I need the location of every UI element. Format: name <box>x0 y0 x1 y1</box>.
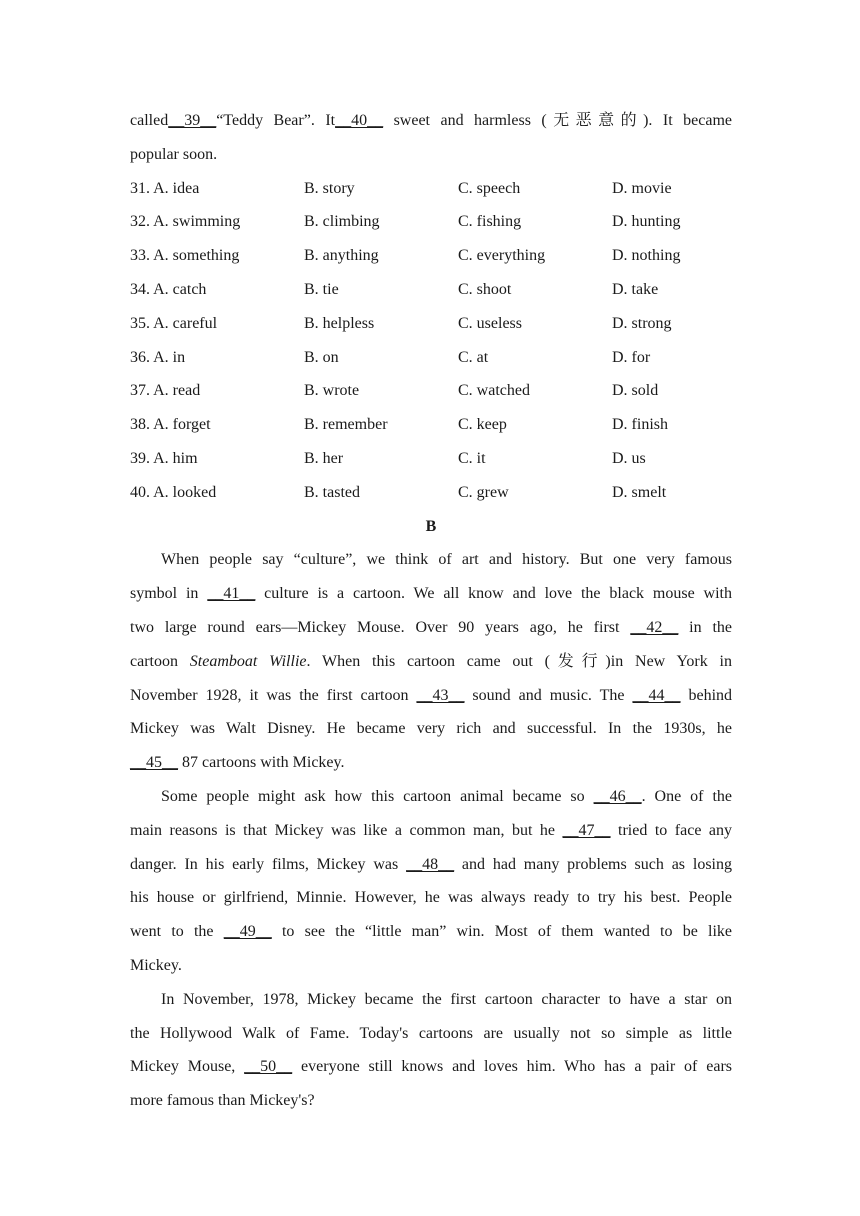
blank-47: __47__ <box>562 821 611 839</box>
option-c: C. useless <box>458 314 522 332</box>
blank-40: __40__ <box>335 112 384 129</box>
p1-line-7: __45__ 87 cartoons with Mickey. <box>130 754 345 772</box>
option-a: 39. A. him <box>130 449 198 467</box>
option-b: B. story <box>304 179 355 197</box>
options-list <box>130 172 732 510</box>
option-d: D. strong <box>612 314 672 332</box>
blank-48: __48__ <box>406 855 455 873</box>
option-c: C. fishing <box>458 213 522 231</box>
option-row <box>130 374 732 408</box>
option-d: D. smelt <box>612 483 667 501</box>
option-a: 31. A. idea <box>130 179 200 197</box>
option-row <box>130 307 732 341</box>
option-d: D. finish <box>612 416 668 434</box>
option-row <box>130 172 732 206</box>
p1-line-6: Mickey was Walt Disney. He became very rich and successful. In the 1930s, he <box>130 720 732 738</box>
option-row <box>130 408 732 442</box>
option-d: D. nothing <box>612 247 681 265</box>
blank-49: __49__ <box>223 923 272 941</box>
option-c: C. it <box>458 449 486 467</box>
option-d: D. hunting <box>612 213 681 231</box>
blank-50: __50__ <box>244 1058 293 1076</box>
option-a: 40. A. looked <box>130 483 217 501</box>
p2-line-5: went to the __49__ to see the “little man” win. Most of them wanted to be like <box>130 923 733 941</box>
p1-line-3: two large round ears—Mickey Mouse. Over 90 years ago, he first __42__ in the <box>130 618 733 636</box>
option-d: D. us <box>612 449 646 467</box>
p2-line-1: Some people might ask how this cartoon animal became so __46__. One of the <box>161 787 732 805</box>
paragraph-2 <box>130 780 732 983</box>
blank-46: __46__ <box>593 787 642 805</box>
p2-line-2: main reasons is that Mickey was like a common man, but he __47__ tried to face any <box>130 821 733 839</box>
option-d: D. for <box>612 348 651 366</box>
blank-39: __39__ <box>168 112 217 129</box>
option-d: D. sold <box>612 382 659 400</box>
option-a: 36. A. in <box>130 348 186 366</box>
intro-line-2: popular soon. <box>130 145 218 163</box>
p2-line-3: danger. In his early films, Mickey was __48__ and had many problems such as losing <box>130 855 732 873</box>
option-b: B. her <box>304 449 344 467</box>
option-a: 32. A. swimming <box>130 213 241 231</box>
option-a: 33. A. something <box>130 247 240 265</box>
option-b: B. anything <box>304 247 379 265</box>
p1-line-2: symbol in __41__ culture is a cartoon. We all know and love the black mouse with <box>130 585 733 603</box>
p3-line-4: more famous than Mickey's? <box>130 1092 315 1110</box>
document-page <box>130 104 732 1118</box>
option-d: D. take <box>612 280 659 298</box>
option-a: 35. A. careful <box>130 314 218 332</box>
option-a: 34. A. catch <box>130 280 207 298</box>
p3-line-3: Mickey Mouse, __50__ everyone still knows and loves him. Who has a pair of ears <box>130 1058 732 1076</box>
paragraph-1 <box>130 543 732 780</box>
option-b: B. tasted <box>304 483 360 501</box>
option-a: 37. A. read <box>130 382 201 400</box>
option-c: C. keep <box>458 416 507 434</box>
option-row <box>130 273 732 307</box>
option-c: C. watched <box>458 382 530 400</box>
paragraph-3 <box>130 983 732 1118</box>
intro-line-1: called__39__“Teddy Bear”. It__40__ sweet and harmless (无恶意的). It became <box>130 112 732 129</box>
option-c: C. shoot <box>458 280 512 298</box>
blank-42: __42__ <box>630 618 679 636</box>
option-b: B. on <box>304 348 339 366</box>
blank-44: __44__ <box>632 686 681 704</box>
option-row <box>130 442 732 476</box>
option-row <box>130 205 732 239</box>
option-row <box>130 239 732 273</box>
p1-line-4: cartoon Steamboat Willie. When this cartoon came out (发行)in New York in <box>130 652 732 670</box>
p1-line-1: When people say “culture”, we think of art and history. But one very famous <box>161 551 732 569</box>
option-b: B. wrote <box>304 382 360 400</box>
option-c: C. grew <box>458 483 509 501</box>
option-b: B. climbing <box>304 213 380 231</box>
option-d: D. movie <box>612 179 672 197</box>
section-title: B <box>425 517 437 535</box>
option-row <box>130 341 732 375</box>
p3-line-2: the Hollywood Walk of Fame. Today's cartoons are usually not so simple as little <box>130 1024 732 1042</box>
option-row <box>130 476 732 510</box>
option-c: C. everything <box>458 247 546 265</box>
p3-line-1: In November, 1978, Mickey became the first cartoon character to have a star on <box>161 990 732 1008</box>
cartoon-title: Steamboat Willie <box>189 652 307 670</box>
option-b: B. tie <box>304 280 339 298</box>
blank-45: __45__ <box>130 754 178 772</box>
option-a: 38. A. forget <box>130 416 211 434</box>
p2-line-4: his house or girlfriend, Minnie. However, he was always ready to try his best. People <box>130 889 732 907</box>
option-c: C. speech <box>458 179 521 197</box>
option-b: B. helpless <box>304 314 375 332</box>
option-b: B. remember <box>304 416 388 434</box>
blank-43: __43__ <box>416 686 465 704</box>
option-c: C. at <box>458 348 489 366</box>
p1-line-5: November 1928, it was the first cartoon __43__ sound and music. The __44__ behind <box>130 686 733 704</box>
p2-line-6: Mickey. <box>130 956 182 974</box>
blank-41: __41__ <box>207 585 256 603</box>
